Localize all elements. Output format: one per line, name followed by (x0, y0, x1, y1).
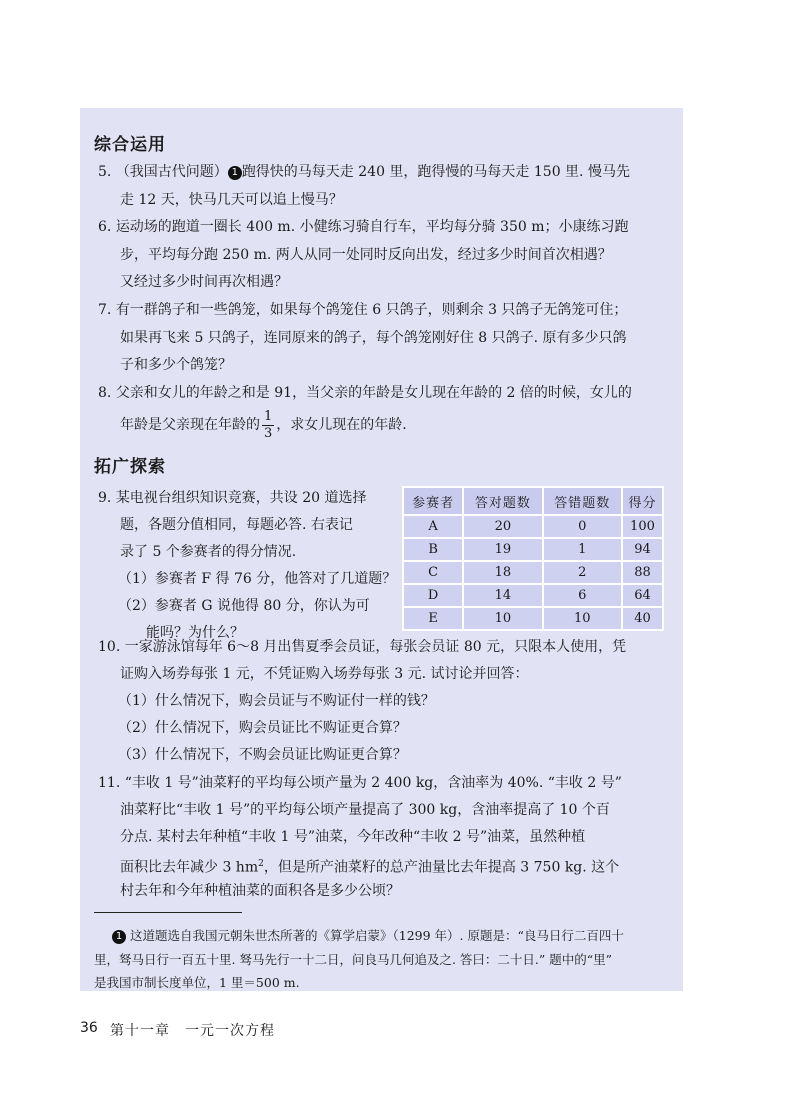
table-cell: 10 (543, 607, 622, 630)
table-cell: 14 (463, 584, 542, 607)
problem-11-line-4: 面积比去年减少 3 $hm^2$，但是所产油菜籽的总产油量比去年提高 3 750 kg. 这个 (120, 859, 620, 876)
problem-5-line-1: 5. （我国古代问题） 1 跑得快的马每天走 240 里，跑得慢的马每天走 150 里. 慢马先 (98, 164, 630, 180)
table-cell: D (403, 584, 463, 607)
table-header-cell: 答对题数 (463, 487, 542, 515)
problem-11-line-2: 油菜籽比“丰收 1 号”的平均每公顷产量提高了 300 kg，含油率提高了 10 个百 (120, 802, 610, 818)
table-row (403, 538, 663, 561)
problem-5-line-2: 走 12 天，快马几天可以追上慢马？ (120, 192, 343, 208)
problem-10-question-2: （2）什么情况下，购会员证比不购证更合算？ (118, 720, 407, 736)
table-cell: 1 (543, 538, 622, 561)
problem-7-line-2: 如果再飞来 5 只鸽子，连同原来的鸽子，每个鸽笼刚好住 8 只鸽子. 原有多少只鸽 (120, 330, 627, 346)
table-cell: C (403, 561, 463, 584)
table-cell: 0 (543, 515, 622, 538)
problem-9-line-1: 9. 某电视台组织知识竞赛，共设 20 道选择 (98, 490, 367, 506)
problem-9-question-1: （1）参赛者 F 得 76 分，他答对了几道题？ (118, 571, 397, 587)
table-cell: E (403, 607, 463, 630)
table-cell: 6 (543, 584, 622, 607)
table-cell: A (403, 515, 463, 538)
footnote-divider (94, 912, 242, 913)
problem-7-line-3: 子和多少个鸽笼？ (120, 357, 232, 373)
problem-11-number: 11. (98, 775, 121, 791)
problem-5-number: 5. (98, 164, 112, 180)
problem-9-number: 9. (98, 490, 112, 506)
table-row (403, 561, 663, 584)
table-header-cell: 得分 (622, 487, 663, 515)
table-cell: 18 (463, 561, 542, 584)
problem-10-line-2: 证购入场券每张 1 元，不凭证购入场券每张 3 元. 试讨论并回答： (120, 666, 529, 682)
problem-10-question-3: （3）什么情况下，不购会员证比购证更合算？ (118, 747, 407, 763)
problem-11-line-1: 11. “丰收 1 号”油菜籽的平均每公顷产量为 2 400 kg，含油率为 40%. “丰收 2 号” (98, 775, 622, 791)
problem-9-line-2: 题，各题分值相同，每题必答. 右表记 (120, 517, 353, 533)
problem-7-line-1: 7. 有一群鸽子和一些鸽笼，如果每个鸽笼住 6 只鸽子，则剩余 3 只鸽子无鸽笼可住； (98, 302, 628, 318)
problem-11-line-5: 村去年和今年种植油菜的面积各是多少公顷？ (120, 883, 400, 899)
table-cell: 19 (463, 538, 542, 561)
problem-9-question-2-cont: 能吗？为什么？ (146, 625, 244, 641)
footnote-line-1: 1 这道题选自我国元朝朱世杰所著的《算学启蒙》（1299 年）. 原题是：“良马日行二百四十 (112, 924, 624, 948)
table-cell: 64 (622, 584, 663, 607)
table-cell: 100 (622, 515, 663, 538)
table-header-row (403, 487, 663, 515)
fraction-one-third: $\frac{1}{3}$ (264, 408, 273, 441)
score-table (402, 486, 664, 631)
problem-8-line-2: 年龄是父亲现在年龄的 $\frac{1}{3}$ ，求女儿现在的年龄. (120, 408, 407, 441)
problem-11-line-3: 分点. 某村去年种植“丰收 1 号”油菜，今年改种“丰收 2 号”油菜，虽然种植 (120, 829, 586, 845)
problem-8-number: 8. (98, 385, 112, 401)
problem-6-number: 6. (98, 219, 112, 235)
section-title-comprehensive: 综合运用 (94, 135, 166, 155)
chapter-title: 第十一章 一元一次方程 (110, 1023, 275, 1039)
table-cell: 2 (543, 561, 622, 584)
table-cell: 88 (622, 561, 663, 584)
problem-9-question-2: （2）参赛者 G 说他得 80 分，你认为可 (118, 598, 370, 614)
table-header-cell: 答错题数 (543, 487, 622, 515)
problem-6-line-3: 又经过多少时间再次相遇？ (120, 274, 288, 290)
problem-6-line-2: 步，平均每分跑 250 m. 两人从同一处同时反向出发，经过多少时间首次相遇？ (120, 247, 612, 263)
problem-10-line-1: 10. 一家游泳馆每年 6～8 月出售夏季会员证，每张会员证 80 元，只限本人使用，凭 (98, 639, 627, 655)
problem-7-number: 7. (98, 302, 112, 318)
table-row (403, 607, 663, 630)
problem-10-question-1: （1）什么情况下，购会员证与不购证付一样的钱？ (118, 693, 435, 709)
section-title-explore: 拓广探索 (94, 457, 166, 477)
table-row (403, 584, 663, 607)
footnote-line-3: 是我国市制长度单位，1 里＝500 m. (94, 975, 300, 990)
table-cell: B (403, 538, 463, 561)
problem-9-line-3: 录了 5 个参赛者的得分情况. (120, 544, 297, 560)
table-header-cell: 参赛者 (403, 487, 463, 515)
table-row (403, 515, 663, 538)
problem-10-number: 10. (98, 639, 121, 655)
table-cell: 40 (622, 607, 663, 630)
table-cell: 94 (622, 538, 663, 561)
problem-6-line-1: 6. 运动场的跑道一圈长 400 m. 小健练习骑自行车，平均每分骑 350 m；小康练习跑 (98, 219, 629, 235)
table-cell: 10 (463, 607, 542, 630)
footnote-mark-icon: 1 (228, 166, 242, 180)
problem-8-line-1: 8. 父亲和女儿的年龄之和是 91，当父亲的年龄是女儿现在年龄的 2 倍的时候，女儿的 (98, 385, 632, 401)
page-number: 36 (80, 1020, 98, 1036)
footnote-line-2: 里，驽马日行一百五十里. 驽马先行一十二日，问良马几何追及之. 答曰：二十日.” 题中的“里” (94, 952, 613, 967)
table-cell: 20 (463, 515, 542, 538)
footnote-mark-icon: 1 (112, 930, 126, 944)
